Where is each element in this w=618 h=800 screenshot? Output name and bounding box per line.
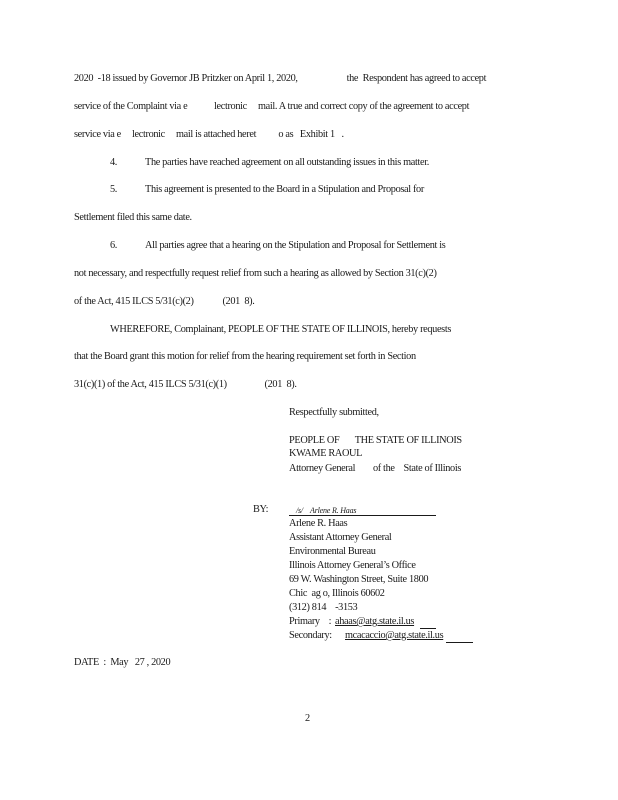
email-underline xyxy=(420,628,436,629)
body-line: This agreement is presented to the Board in a Stipulation and Proposal for xyxy=(145,184,424,195)
body-line: service of the Complaint via e lectronic mail. A true and correct copy of the agreement to accept xyxy=(74,101,470,112)
by-label: BY: xyxy=(253,504,269,515)
office-street: 69 W. Washington Street, Suite 1800 xyxy=(289,574,429,585)
wherefore-line: WHEREFORE, Complainant, PEOPLE OF THE STATE OF ILLINOIS, hereby requests xyxy=(110,324,452,335)
office-city: Chic ag o, Illinois 60602 xyxy=(289,588,385,599)
signature-line xyxy=(289,515,436,516)
electronic-signature: /s/ Arlene R. Haas xyxy=(296,506,357,515)
body-line: 31(c)(1) of the Act, 415 ILCS 5/31(c)(1) (201 8). xyxy=(74,379,297,390)
secondary-email-link[interactable]: mcacaccio@atg.state.il.us xyxy=(345,630,444,641)
primary-email-label: Primary : xyxy=(289,616,332,627)
respectfully-submitted: Respectfully submitted, xyxy=(289,407,379,418)
email-underline xyxy=(446,642,473,643)
body-line: service via e lectronic mail is attached heret o as Exhibit 1 . xyxy=(74,129,344,140)
party-name: PEOPLE OF THE STATE OF ILLINOIS xyxy=(289,435,462,446)
date-line: DATE : May 27 , 2020 xyxy=(74,657,171,668)
paragraph-number: 5. xyxy=(110,184,118,195)
signer-bureau: Environmental Bureau xyxy=(289,546,376,557)
body-line: that the Board grant this motion for relief from the hearing requirement set forth in Section xyxy=(74,351,416,362)
signer-title: Assistant Attorney General xyxy=(289,532,392,543)
signer-name: Arlene R. Haas xyxy=(289,518,348,529)
paragraph-number: 6. xyxy=(110,240,118,251)
body-line: The parties have reached agreement on all outstanding issues in this matter. xyxy=(145,157,429,168)
body-line: Settlement filed this same date. xyxy=(74,212,192,223)
office-phone: (312) 814 -3153 xyxy=(289,602,358,613)
secondary-email-label: Secondary: xyxy=(289,630,332,641)
body-line: not necessary, and respectfully request relief from such a hearing as allowed by Section 31(c)(2) xyxy=(74,268,437,279)
primary-email-link[interactable]: ahaas@atg.state.il.us xyxy=(335,616,415,627)
attorney-general-name: KWAME RAOUL xyxy=(289,448,363,459)
body-line: All parties agree that a hearing on the Stipulation and Proposal for Settlement is xyxy=(145,240,446,251)
page-number: 2 xyxy=(305,713,310,724)
attorney-general-title: Attorney General of the State of Illinois xyxy=(289,463,462,474)
signer-office: Illinois Attorney General’s Office xyxy=(289,560,416,571)
body-line: of the Act, 415 ILCS 5/31(c)(2) (201 8). xyxy=(74,296,255,307)
body-line: 2020 -18 issued by Governor JB Pritzker on April 1, 2020, the Respondent has agreed to accept xyxy=(74,73,487,84)
paragraph-number: 4. xyxy=(110,157,118,168)
